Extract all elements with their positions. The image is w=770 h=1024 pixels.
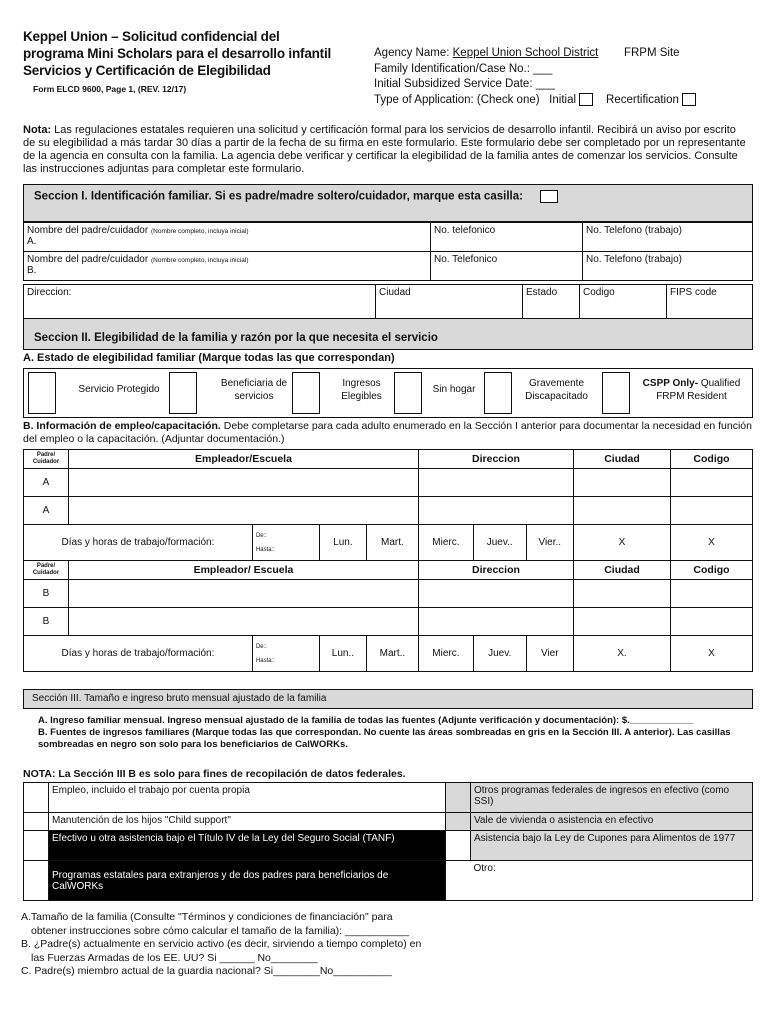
active-duty-q: B. ¿Padre(s) actualmente en servicio activo (es decir, sirviendo a tiempo completo) en — [21, 938, 422, 950]
section1-header — [23, 184, 753, 222]
option-beneficiary: Beneficiaria de servicios — [220, 378, 288, 402]
source-tanf: Efectivo u otra asistencia bajo el Título IV de la Ley del Seguro Social (TANF) — [49, 831, 446, 861]
recert-label: Recertification — [606, 93, 679, 106]
work-phone-b-cell[interactable]: No. Telefono (trabajo) — [583, 252, 753, 281]
hours-a-cell[interactable]: De:: Hasta:: — [252, 525, 319, 561]
city-cell[interactable]: Ciudad — [376, 285, 523, 319]
col-address: Direccion — [418, 450, 573, 469]
cspp-checkbox[interactable] — [602, 372, 630, 414]
app-type-label: Type of Application: (Check one) — [374, 93, 540, 106]
section1-table — [23, 222, 753, 281]
source-housing: Vale de vivienda o asistencia en efectivo — [471, 813, 753, 831]
tanf-checkbox[interactable] — [24, 831, 49, 861]
city-a1[interactable] — [574, 469, 671, 497]
family-size-q2[interactable]: obtener instrucciones sobre cómo calcular el tamaño de la familia): ___________ — [31, 924, 410, 937]
address-table — [23, 284, 753, 319]
row-b-label: B — [24, 580, 69, 608]
other-checkbox[interactable] — [446, 861, 471, 901]
option-homeless: Sin hogar — [432, 384, 476, 395]
work-phone-a-cell[interactable]: No. Telefono (trabajo) — [583, 223, 753, 252]
family-size-q: A.Tamaño de la familia (Consulte "Términos y condiciones de financiación" para — [21, 911, 393, 923]
source-employment: Empleo, incluido el trabajo por cuenta propia — [49, 783, 446, 813]
section3-nota: NOTA: La Sección III B es solo para fines de recopilación de datos federales. — [23, 768, 406, 780]
employment-checkbox[interactable] — [24, 783, 49, 813]
day-mon-a[interactable]: Lun. — [319, 525, 366, 561]
family-id-field[interactable]: Family Identification/Case No.: ___ — [374, 62, 553, 75]
employment-table — [23, 449, 753, 672]
day-thu-b[interactable]: Juev. — [473, 636, 526, 672]
day-wed-a[interactable]: Mierc. — [418, 525, 473, 561]
frpm-site: FRPM Site — [623, 47, 680, 59]
recert-checkbox[interactable] — [682, 93, 696, 106]
title-line: Servicios y Certificación de Elegibilidad — [23, 63, 271, 78]
source-food-stamps: Asistencia bajo la Ley de Cupones para Alimentos de 1977 — [471, 831, 753, 861]
food-stamps-checkbox[interactable] — [446, 831, 471, 861]
section2-header — [23, 318, 753, 350]
option-cspp: CSPP Only- Qualified FRPM Resident — [642, 378, 741, 402]
day-sun-b[interactable]: X — [671, 636, 753, 672]
zip-a2[interactable] — [671, 497, 753, 525]
section3-header: Sección III. Tamaño e ingreso bruto mensual ajustado de la familia — [23, 689, 753, 709]
day-tue-b[interactable]: Mart.. — [366, 636, 418, 672]
col-employer: Empleador/ Escuela — [69, 561, 419, 580]
agency-block — [374, 46, 696, 108]
income-sources-table — [23, 782, 753, 901]
parent-a-cell[interactable]: Nombre del padre/cuidador (Nombre completo, incluya inicial) A. — [24, 223, 431, 252]
col-parent: Padre/ Cuidador — [24, 561, 69, 580]
employer-b2[interactable] — [69, 608, 419, 636]
agency-value[interactable]: Keppel Union School District — [452, 47, 599, 59]
employer-a1[interactable] — [69, 469, 419, 497]
state-programs-checkbox[interactable] — [24, 861, 49, 901]
option-disabled: Gravemente Discapacitado — [525, 378, 588, 402]
fips-cell[interactable]: FIPS code — [667, 285, 753, 319]
zip-b1[interactable] — [671, 580, 753, 608]
section1-title: Seccion I. Identificación familiar. Si es padre/madre soltero/cuidador, marque esta casilla: — [34, 190, 523, 203]
col-city: Ciudad — [574, 450, 671, 469]
col-zip: Codigo — [671, 450, 753, 469]
national-guard-q[interactable]: C. Padre(s) miembro actual de la guardia nacional? Si________No__________ — [21, 965, 392, 977]
eligibility-options — [23, 368, 753, 418]
nota-paragraph — [23, 124, 748, 176]
employer-b1[interactable] — [69, 580, 419, 608]
section3-b: B. Fuentes de ingresos familiares (Marque todas las que correspondan. No cuente las áreas sombreadas en gris en la Sección III. A anterior). Las casillas sombreadas en negro son solo para los beneficiarios de CalWORKs. — [38, 727, 731, 750]
zip-b2[interactable] — [671, 608, 753, 636]
zip-a1[interactable] — [671, 469, 753, 497]
initial-label: Initial — [549, 93, 577, 106]
days-hours-label: Días y horas de trabajo/formación: — [24, 525, 253, 561]
employer-a2[interactable] — [69, 497, 419, 525]
address-b2[interactable] — [418, 608, 573, 636]
day-tue-a[interactable]: Mart. — [366, 525, 418, 561]
city-a2[interactable] — [574, 497, 671, 525]
form-id: Form ELCD 9600, Page 1, (REV. 12/17) — [33, 84, 187, 94]
nota-text: Las regulaciones estatales requieren una solicitud y certificación formal para los servicios de desarrollo infantil. Recibirá un aviso por escrito de su elegibilidad a más tardar 30 días a partir de la fecha de su firma en este formulario. Este formulario debe ser completado por un representante de la agencia en consulta con la familia. La agencia debe verificar y certificar la elegibilidad de la familia antes de comenzar los servicios. Consulte las instrucciones adjuntas para completar este formulario. — [23, 124, 746, 175]
col-address: Direccion — [418, 561, 573, 580]
child-support-checkbox[interactable] — [24, 813, 49, 831]
income-checkbox[interactable] — [292, 372, 320, 414]
day-wed-b[interactable]: Mierc. — [418, 636, 473, 672]
option-protected: Servicio Protegido — [78, 384, 160, 395]
protected-checkbox[interactable] — [28, 372, 56, 414]
col-zip: Codigo — [671, 561, 753, 580]
city-b1[interactable] — [574, 580, 671, 608]
col-city: Ciudad — [574, 561, 671, 580]
day-sat-a[interactable]: X — [574, 525, 671, 561]
row-a-label: A — [24, 469, 69, 497]
nota-label: Nota: — [23, 124, 52, 136]
initial-checkbox[interactable] — [579, 93, 593, 106]
agency-label: Agency Name: — [374, 47, 453, 59]
homeless-checkbox[interactable] — [394, 372, 422, 414]
address-cell[interactable]: Direccion: — [24, 285, 376, 319]
section2-a-title: A. Estado de elegibilidad familiar (Marque todas las que correspondan) — [23, 352, 395, 364]
title-line: Keppel Union – Solicitud confidencial del — [23, 29, 280, 44]
parent-b-cell[interactable]: Nombre del padre/cuidador (Nombre completo, incluya inicial) B. — [24, 252, 431, 281]
state-cell[interactable]: Estado — [523, 285, 580, 319]
section3-a: A. Ingreso familiar mensual. Ingreso mensual ajustado de la familia de todas las fuentes (Adjunte verificación y documentación): $.____________ — [38, 715, 694, 726]
housing-checkbox[interactable] — [446, 813, 471, 831]
disabled-checkbox[interactable] — [484, 372, 512, 414]
day-sat-b[interactable]: X. — [574, 636, 671, 672]
footer-questions — [21, 911, 421, 979]
phone-a-cell[interactable]: No. telefonico — [431, 223, 583, 252]
address-a1[interactable] — [418, 469, 573, 497]
address-a2[interactable] — [418, 497, 573, 525]
day-thu-a[interactable]: Juev.. — [473, 525, 526, 561]
section2-title: Seccion II. Elegibilidad de la familia y razón por la que necesita el servicio — [34, 332, 438, 344]
hours-b-cell[interactable]: De:: Hasta:: — [252, 636, 319, 672]
day-fri-a[interactable]: Vier.. — [526, 525, 573, 561]
source-child-support: Manutención de los hijos "Child support" — [49, 813, 446, 831]
address-b1[interactable] — [418, 580, 573, 608]
col-parent: Padre/ Cuidador — [24, 450, 69, 469]
row-a-label: A — [24, 497, 69, 525]
initial-date-field[interactable]: Initial Subsidized Service Date: ___ — [374, 78, 555, 90]
active-duty-q2[interactable]: las Fuerzas Armadas de los EE. UU? Si ______ No________ — [31, 951, 318, 964]
source-state-programs: Programas estatales para extranjeros y de dos padres para beneficiarios de CalWORKs — [49, 861, 446, 901]
section3-text — [38, 715, 748, 751]
single-parent-checkbox[interactable] — [540, 190, 558, 203]
row-b-label: B — [24, 608, 69, 636]
zip-cell[interactable]: Codigo — [580, 285, 667, 319]
form-title — [23, 28, 331, 79]
other-federal-checkbox[interactable] — [446, 783, 471, 813]
day-sun-a[interactable]: X — [671, 525, 753, 561]
option-income: Ingresos Elegibles — [341, 378, 382, 402]
city-b2[interactable] — [574, 608, 671, 636]
beneficiary-checkbox[interactable] — [169, 372, 197, 414]
days-hours-label: Días y horas de trabajo/formación: — [24, 636, 253, 672]
day-fri-b[interactable]: Vier — [526, 636, 573, 672]
col-employer: Empleador/Escuela — [69, 450, 419, 469]
phone-b-cell[interactable]: No. Telefonico — [431, 252, 583, 281]
day-mon-b[interactable]: Lun.. — [319, 636, 366, 672]
title-line: programa Mini Scholars para el desarrollo infantil — [23, 46, 332, 61]
source-other-federal: Otros programas federales de ingresos en efectivo (como SSI) — [471, 783, 753, 813]
section2-b-text: B. Información de empleo/capacitación. Debe completarse para cada adulto enumerado en la Sección I anterior para documentar la necesidad en función del empleo o la capacitación. (Adjuntar documentación.) — [23, 420, 752, 445]
source-other[interactable]: Otro: — [471, 861, 753, 901]
